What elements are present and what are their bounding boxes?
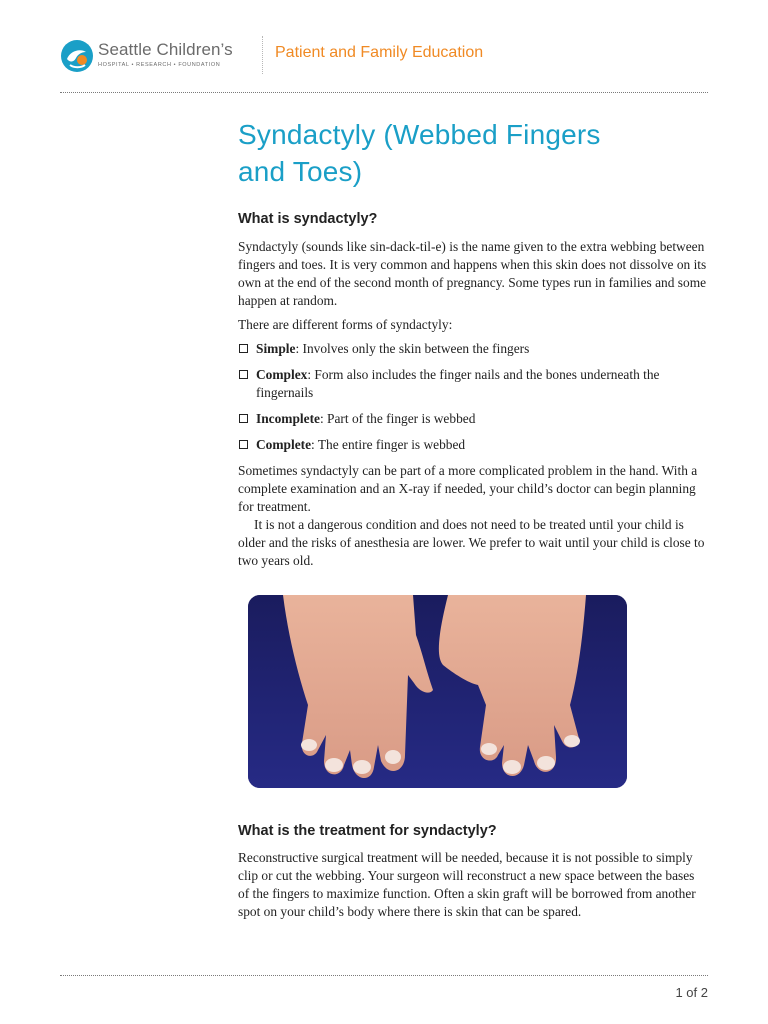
form-desc: : Form also includes the finger nails and the bones underneath the fingernails: [256, 367, 660, 400]
header-divider: [262, 36, 263, 74]
list-item: [238, 410, 708, 428]
page-number: 1 of 2: [675, 985, 708, 1000]
seattle-childrens-logo-icon: [60, 39, 94, 73]
title-line-2: and Toes): [238, 156, 363, 187]
section-title: Patient and Family Education: [275, 44, 484, 61]
checkbox-square-icon: [239, 370, 248, 379]
checkbox-square-icon: [239, 344, 248, 353]
treatment-paragraph: Reconstructive surgical treatment will be needed, because it is not possible to simply clip or cut the webbing. Your surgeon will reconstruct a new space between the bases of the fingers to maximize function. Often a skin graft will be borrowed from another spot on your child’s body where there is skin that can be spared.: [238, 850, 696, 919]
treatment-section: [238, 822, 708, 921]
header: [60, 38, 720, 74]
checkbox-square-icon: [239, 440, 248, 449]
form-term: Incomplete: [256, 411, 320, 426]
logo-tagline: HOSPITAL • RESEARCH • FOUNDATION: [98, 62, 221, 68]
article-body: [238, 116, 708, 570]
list-item: [238, 366, 708, 402]
bottom-divider: [60, 975, 708, 976]
complicated-paragraph: Sometimes syndactyly can be part of a more complicated problem in the hand. With a complete examination and an X-ray if needed, your child’s doctor can begin planning for treatment.: [238, 463, 698, 514]
forms-list: [238, 340, 708, 454]
form-desc: : The entire finger is webbed: [311, 437, 466, 452]
not-dangerous-paragraph: [238, 516, 708, 570]
top-divider: [60, 92, 708, 93]
logo-name: Seattle Children’s: [98, 40, 233, 59]
intro-paragraph: Syndactyly (sounds like sin-dack-til-e) is the name given to the extra webbing between fingers and toes. It is very common and happens when this skin does not dissolve on its own at the end of the second month of pregnancy. Some types run in families and some happen at random.: [238, 239, 707, 308]
checkbox-square-icon: [239, 414, 248, 423]
form-term: Simple: [256, 341, 296, 356]
form-term: Complete: [256, 437, 312, 452]
forms-intro: There are different forms of syndactyly:: [238, 317, 453, 332]
section-heading-what-is: What is syndactyly?: [238, 211, 378, 227]
form-term: Complex: [256, 367, 308, 382]
list-item: [238, 436, 708, 454]
title-line-1: Syndactyly (Webbed Fingers: [238, 119, 601, 150]
page-title: [238, 116, 708, 190]
webbed-fingers-photo: [248, 595, 627, 788]
section-heading-treatment: What is the treatment for syndactyly?: [238, 823, 497, 839]
form-desc: : Involves only the skin between the fingers: [295, 341, 530, 356]
hands-illustration: [248, 595, 627, 788]
form-desc: : Part of the finger is webbed: [319, 411, 476, 426]
list-item: [238, 340, 708, 358]
not-dangerous-text: It is not a dangerous condition and does not need to be treated until your child is older and the risks of anesthesia are lower. We prefer to wait until your child is close to two years old.: [238, 517, 705, 568]
